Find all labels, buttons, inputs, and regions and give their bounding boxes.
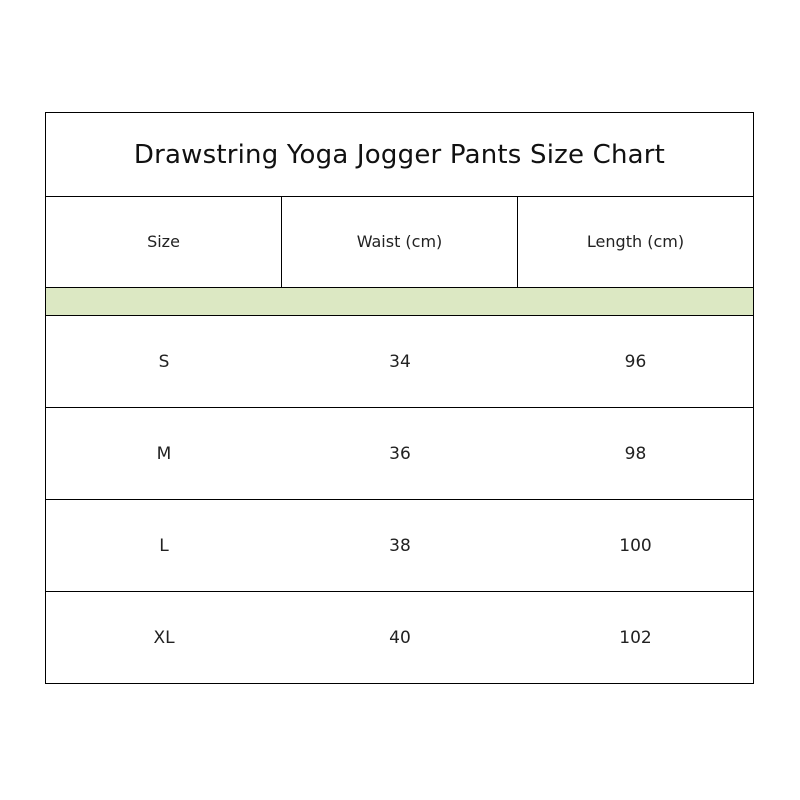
table-body bbox=[46, 316, 753, 683]
waist-cell: 34 bbox=[389, 351, 411, 372]
size-cell: S bbox=[158, 351, 170, 372]
header-size: Size bbox=[46, 196, 282, 287]
chart-title: Drawstring Yoga Jogger Pants Size Chart bbox=[133, 139, 666, 170]
length-cell: 102 bbox=[619, 627, 652, 648]
table-row bbox=[46, 592, 753, 683]
table-row bbox=[46, 500, 753, 592]
title-row bbox=[46, 113, 753, 197]
length-cell: 98 bbox=[624, 443, 647, 464]
waist-cell: 38 bbox=[389, 535, 411, 556]
size-cell: L bbox=[159, 535, 169, 556]
header-waist: Waist (cm) bbox=[282, 196, 518, 287]
table-row bbox=[46, 408, 753, 500]
size-cell: M bbox=[156, 443, 172, 464]
waist-cell: 40 bbox=[389, 627, 411, 648]
header-length: Length (cm) bbox=[586, 232, 685, 251]
length-cell: 96 bbox=[624, 351, 647, 372]
size-chart-table bbox=[45, 112, 754, 684]
waist-cell: 36 bbox=[389, 443, 411, 464]
table-row bbox=[46, 316, 753, 408]
header-row bbox=[46, 196, 753, 288]
length-cell: 100 bbox=[619, 535, 652, 556]
green-separator-band bbox=[46, 288, 753, 316]
size-cell: XL bbox=[153, 627, 175, 648]
